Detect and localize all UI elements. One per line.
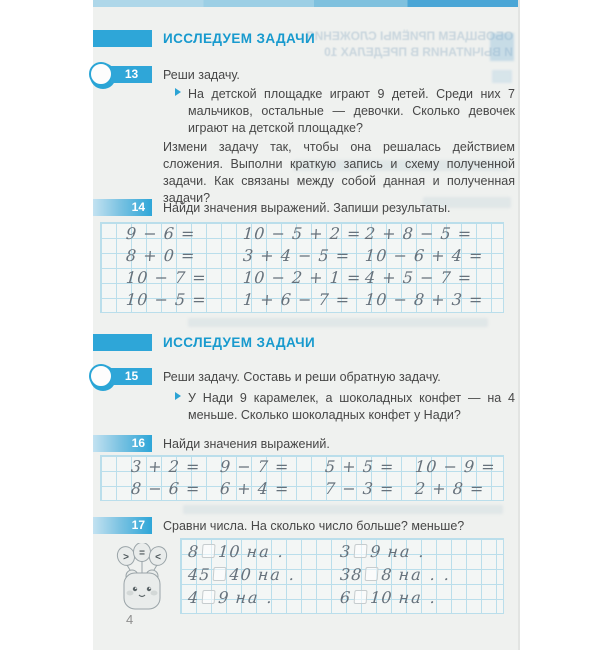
compare-number: 38	[339, 565, 364, 584]
comparison-answer-box	[354, 544, 368, 558]
bleedthrough-box	[490, 33, 514, 61]
compare-number: 4	[187, 588, 200, 607]
comparison-item	[187, 588, 274, 608]
bleedthrough-box	[492, 70, 512, 83]
section1-title: ИССЛЕДУЕМ ЗАДАЧИ	[163, 31, 316, 46]
comparison-answer-box	[354, 590, 368, 604]
task13-problem	[175, 86, 515, 137]
task16-number-badge: 16	[93, 435, 152, 452]
textbook-page	[93, 0, 520, 650]
comparison-tail: на . .	[398, 565, 452, 584]
comparison-tail: на .	[246, 542, 286, 561]
bleedthrough-title-line1: ОБОБЩАЕМ ПРИЁМЫ СЛОЖЕНИЯ	[305, 29, 513, 43]
task15-circle-icon	[89, 364, 113, 388]
compare-number: 45	[187, 565, 212, 584]
expression: 9 − 6 =	[125, 224, 197, 243]
task13-problem-text: На детской площадке играют 9 детей. Среди них 7 мальчиков, остальные — девочки. Сколько девочек играют на детской площадке?	[188, 87, 515, 135]
task15-problem	[175, 390, 515, 424]
expression: 6 + 4 =	[219, 479, 291, 498]
comparison-item	[187, 542, 285, 562]
task13-instruction: Реши задачу.	[163, 68, 240, 82]
mascot-comparison-creature	[115, 543, 169, 613]
expression: 10 − 8 + 3 =	[364, 290, 485, 309]
task13-circle-icon	[89, 62, 113, 86]
expression: 5 + 5 =	[324, 457, 396, 476]
task15-problem-text: У Нади 9 карамелек, а шоколадных конфет — на 4 меньше. Сколько шоколадных конфет у Нади?	[188, 391, 515, 422]
comparison-item	[187, 565, 296, 585]
comparison-item	[339, 565, 451, 585]
less-than-sign: <	[155, 552, 161, 563]
expression: 8 + 0 =	[125, 246, 197, 265]
comparison-item	[339, 588, 437, 608]
expression: 10 − 6 + 4 =	[364, 246, 485, 265]
compare-number: 40	[228, 565, 253, 584]
compare-number: 6	[339, 588, 352, 607]
expression: 8 − 6 =	[130, 479, 202, 498]
task15-number-badge: 15	[111, 368, 152, 385]
equals-sign: =	[139, 548, 145, 559]
bleedthrough-title-line2: И ВЫЧИТАНИЯ В ПРЕДЕЛАХ 10	[324, 45, 513, 59]
expression: 3 + 2 =	[130, 457, 202, 476]
compare-number: 9	[217, 588, 231, 607]
bullet-triangle-icon	[175, 392, 181, 400]
task14-number-badge: 14	[93, 199, 152, 216]
comparison-tail: на .	[234, 588, 275, 607]
expression: 2 + 8 − 5 =	[364, 224, 473, 243]
comparison-tail: на .	[386, 542, 427, 561]
section2-header-bar	[93, 334, 152, 351]
compare-number: 10	[369, 588, 394, 607]
comparison-tail: на .	[398, 588, 438, 607]
expression: 9 − 7 =	[219, 457, 291, 476]
greater-than-sign: >	[123, 552, 129, 563]
compare-number: 10	[217, 542, 242, 561]
expression: 2 + 8 =	[414, 479, 486, 498]
expression: 10 − 9 =	[414, 457, 497, 476]
bullet-triangle-icon	[175, 88, 181, 96]
expression: 10 − 2 + 1 =	[242, 268, 363, 287]
bleedthrough-smudge	[183, 505, 503, 514]
expression: 10 − 5 =	[125, 290, 208, 309]
expression: 10 − 5 + 2 =	[242, 224, 363, 243]
expression: 1 + 6 − 7 =	[242, 290, 351, 309]
expression: 7 − 3 =	[324, 479, 396, 498]
bleedthrough-smudge	[188, 318, 488, 327]
compare-number: 8	[187, 542, 200, 561]
comparison-item	[339, 542, 426, 562]
task16-instruction: Найди значения выражений.	[163, 437, 330, 451]
task13-number-badge: 13	[111, 66, 152, 83]
compare-number: 9	[369, 542, 383, 561]
expression: 3 + 4 − 5 =	[242, 246, 351, 265]
section2-title: ИССЛЕДУЕМ ЗАДАЧИ	[163, 335, 316, 350]
task17-instruction: Сравни числа. На сколько число больше? меньше?	[163, 519, 465, 533]
comparison-tail: на .	[257, 565, 297, 584]
task13-followup: Измени задачу так, чтобы она решалась действием сложения. Выполни краткую запись и схему полученной задачи. Как связаны между собой данная и полученная задачи?	[163, 140, 515, 205]
page-number: 4	[126, 612, 134, 627]
expression: 10 − 7 =	[125, 268, 208, 287]
task15-instruction: Реши задачу. Составь и реши обратную задачу.	[163, 370, 441, 384]
task14-instruction: Найди значения выражений. Запиши результаты.	[163, 201, 451, 215]
expression: 4 + 5 − 7 =	[364, 268, 473, 287]
section1-header-bar	[93, 30, 152, 47]
comparison-answer-box	[202, 544, 216, 558]
comparison-answer-box	[365, 567, 379, 581]
task17-number-badge: 17	[93, 517, 152, 534]
comparison-answer-box	[213, 567, 227, 581]
compare-number: 3	[339, 542, 352, 561]
compare-number: 8	[380, 565, 394, 584]
page-top-decor-strip	[93, 0, 518, 7]
comparison-answer-box	[202, 590, 216, 604]
